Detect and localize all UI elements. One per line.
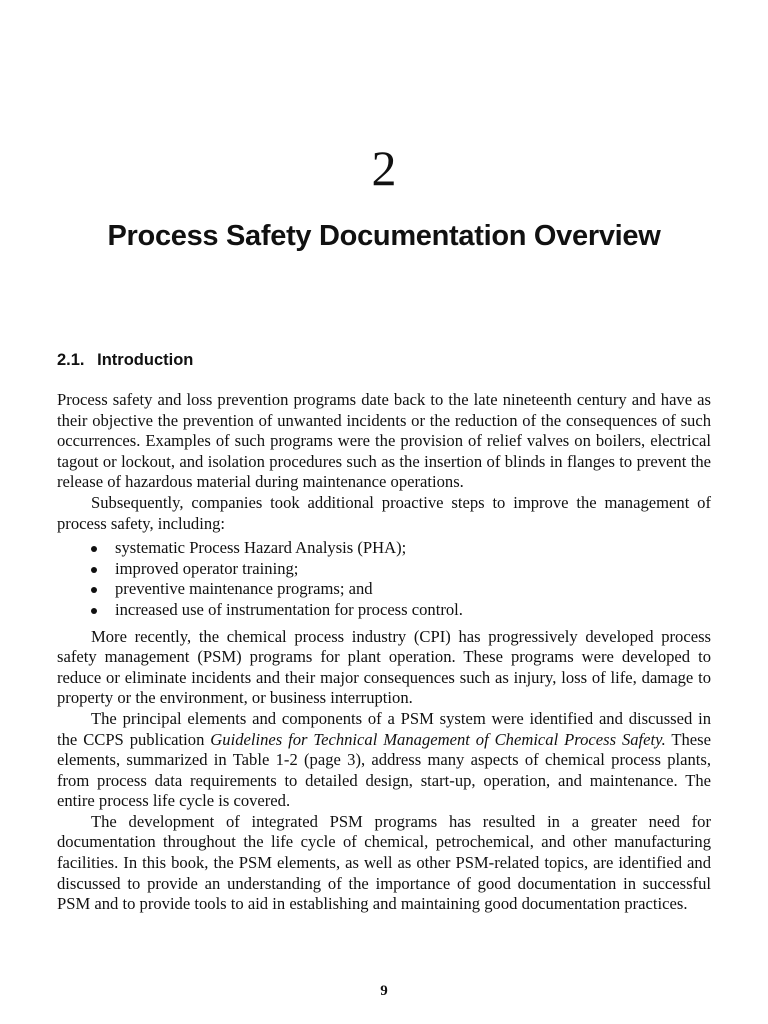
paragraph-4-text-start: The principal elements and components of a PSM system were identified and discussed in the CCPS publication [57, 708, 711, 749]
bullet-icon [91, 608, 97, 614]
list-item-text: preventive maintenance programs; and [115, 579, 373, 599]
list-item [91, 559, 711, 580]
chapter-number: 2 [371, 140, 397, 196]
body-text [57, 390, 711, 915]
bullet-icon [91, 567, 97, 573]
paragraph-4-text-end: These elements, summarized in Table 1-2 (page 3), address many aspects of chemical process plants, from process data requirements to detailed design, start-up, operation, and maintenance. The entire process life cycle is covered. [57, 729, 711, 811]
paragraph-3: More recently, the chemical process industry (CPI) has progressively developed process safety management (PSM) programs for plant operation. These programs were developed to reduce or eliminate incidents and their major consequences such as injury, loss of life, damage to property or the environment, or business interruption. [57, 626, 711, 708]
page-number: 9 [380, 983, 388, 999]
paragraph-1: Process safety and loss prevention programs date back to the late nineteenth century and have as their objective the prevention of unwanted incidents or the reduction of the consequences of such occurrences. Examples of such programs were the provision of relief valves on boilers, electrical tagout or lockout, and isolation procedures such as the insertion of blinds in flanges to prevent the release of hazardous material during maintenance operations. [57, 390, 711, 492]
bullet-list [57, 538, 711, 620]
list-item [91, 538, 711, 559]
list-item-text: improved operator training; [115, 558, 299, 578]
list-item [91, 600, 711, 621]
bullet-icon [91, 587, 97, 593]
bullet-icon [91, 546, 97, 552]
section-number: 2.1. [57, 351, 85, 369]
paragraph-4 [57, 709, 711, 812]
paragraph-2: Subsequently, companies took additional proactive steps to improve the management of process safety, including: [57, 492, 711, 533]
chapter-title: Process Safety Documentation Overview [107, 220, 661, 252]
paragraph-5: The development of integrated PSM programs has resulted in a greater need for documentation throughout the life cycle of chemical, petrochemical, and other manufacturing facilities. In this book, the PSM elements, as well as other PSM-related topics, are identified and discussed to provide an understanding of the importance of good documentation in successful PSM and to provide tools to aid in establishing and maintaining good documentation practices. [57, 811, 711, 914]
section-title: Introduction [97, 351, 194, 369]
list-item [91, 579, 711, 600]
section-heading [57, 349, 193, 371]
publication-title: Guidelines for Technical Management of Chemical Process Safety. [210, 729, 666, 749]
list-item-text: systematic Process Hazard Analysis (PHA); [115, 538, 407, 558]
list-item-text: increased use of instrumentation for process control. [115, 599, 463, 619]
